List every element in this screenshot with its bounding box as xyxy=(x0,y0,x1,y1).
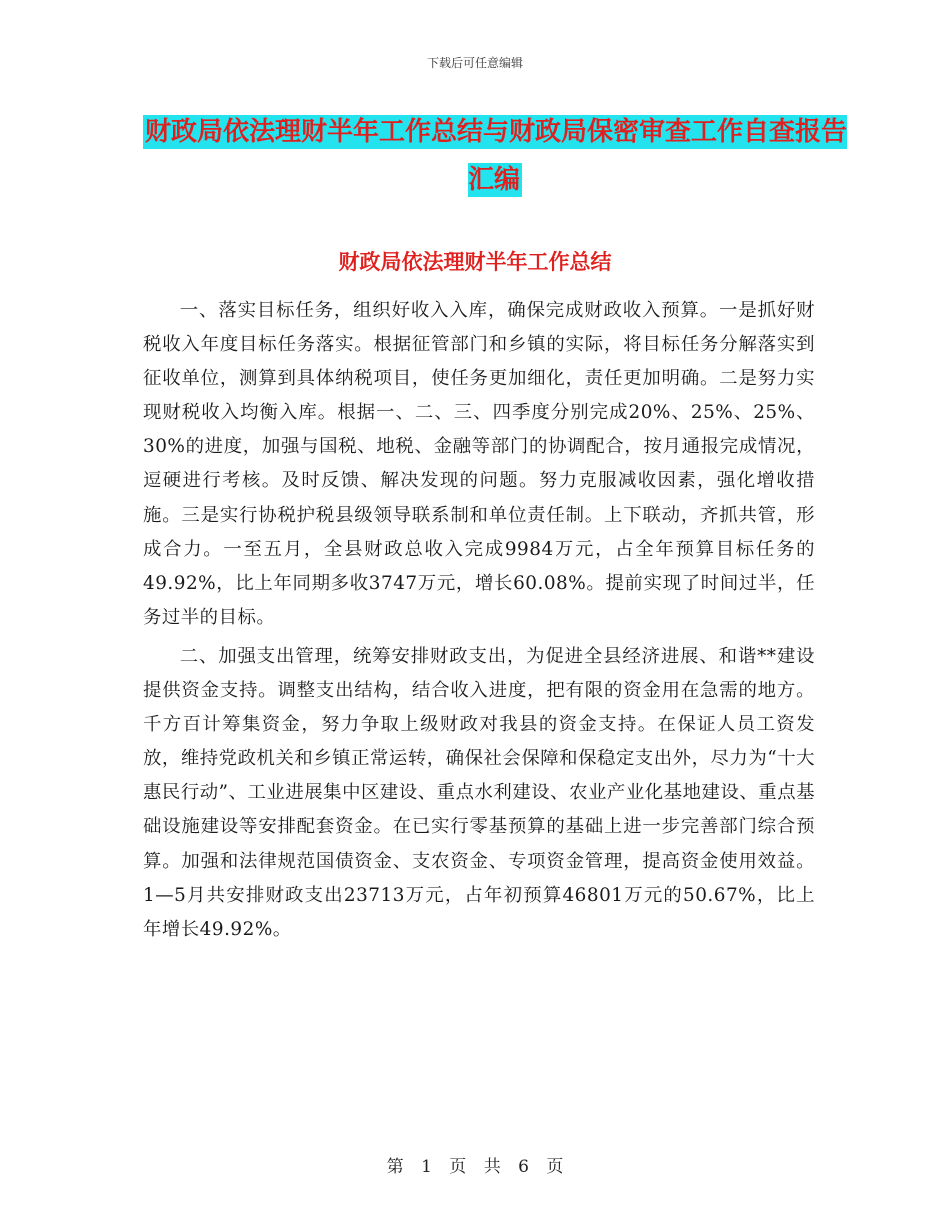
footer-total-pages: 6 xyxy=(518,1157,529,1177)
section-title: 财政局依法理财半年工作总结 xyxy=(338,250,612,274)
document-body xyxy=(143,294,815,947)
header-note: 下载后可任意编辑 xyxy=(426,56,523,70)
document-title-text: 财政局依法理财半年工作总结与财政局保密审查工作自查报告汇编 xyxy=(144,117,847,195)
footer-total-unit: 页 xyxy=(546,1157,564,1177)
footer-page-unit: 页 xyxy=(449,1157,467,1177)
footer-page-number: 1 xyxy=(421,1157,432,1177)
footer-page-label: 第 xyxy=(386,1157,404,1177)
page-footer xyxy=(0,1152,950,1177)
paragraph-1: 一、落实目标任务，组织好收入入库，确保完成财政收入预算。一是抓好财税收入年度目标任务落实。根据征管部门和乡镇的实际，将目标任务分解落实到征收单位，测算到具体纳税项目，使任务更加细化，责任更加明确。二是努力实现财税收入均衡入库。根据一、二、三、四季度分别完成20%、25%、25%、30%的进度，加强与国税、地税、金融等部门的协调配合，按月通报完成情况，逗硬进行考核。及时反馈、解决发现的问题。努力克服减收因素，强化增收措施。三是实行协税护税县级领导联系制和单位责任制。上下联动，齐抓共管，形成合力。一至五月，全县财政总收入完成9984万元，占全年预算目标任务的49.92%，比上年同期多收3747万元，增长60.08%。提前实现了时间过半，任务过半的目标。 xyxy=(143,300,815,628)
footer-total-label: 共 xyxy=(483,1157,501,1177)
document-title xyxy=(140,108,850,204)
paragraph-2: 二、加强支出管理，统筹安排财政支出，为促进全县经济进展、和谐**建设提供资金支持。调整支出结构，结合收入进度，把有限的资金用在急需的地方。千方百计筹集资金，努力争取上级财政对我县的资金支持。在保证人员工资发放，维持党政机关和乡镇正常运转，确保社会保障和保稳定支出外，尽力为“十大惠民行动”、工业进展集中区建设、重点水利建设、农业产业化基地建设、重点基础设施建设等安排配套资金。在已实行零基预算的基础上进一步完善部门综合预算。加强和法律规范国债资金、支农资金、专项资金管理，提高资金使用效益。1—5月共安排财政支出23713万元，占年初预算46801万元的50.67%，比上年增长49.92%。 xyxy=(143,645,815,940)
